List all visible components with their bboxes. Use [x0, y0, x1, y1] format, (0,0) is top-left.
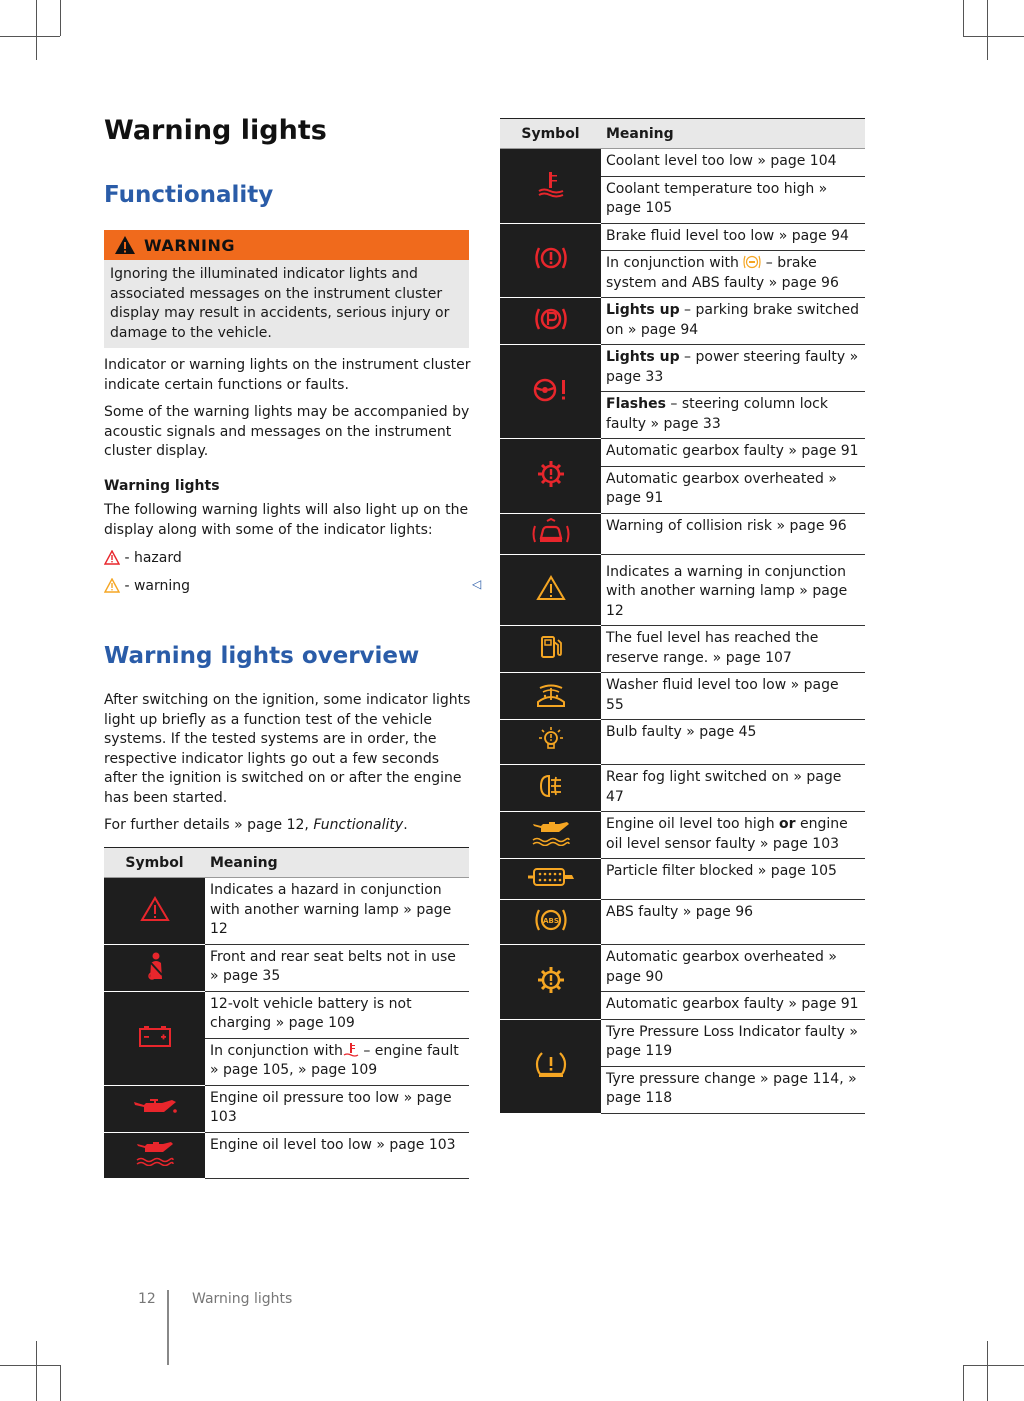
meaning-cell: Front and rear seat belts not in use » page 35: [205, 944, 469, 991]
meaning-cell: Automatic gearbox faulty » page 91: [601, 992, 865, 1020]
hazard-triangle-icon: [104, 550, 120, 565]
particle-filter-icon: [526, 865, 576, 889]
parking-brake-icon: [533, 305, 569, 333]
meaning-text: – brake system and ABS faulty » page 96: [606, 255, 839, 291]
bulb-faulty-icon: [536, 726, 566, 754]
symbol-cell: [500, 298, 601, 345]
svg-text:ABS: ABS: [542, 917, 559, 925]
meaning-text: In conjunction with: [210, 1042, 343, 1059]
table-row: [500, 345, 865, 392]
meaning-text: – power steering faulty » page 33: [606, 349, 859, 385]
meaning-cell: ABS faulty » page 96: [601, 900, 865, 945]
meaning-text: In conjunction with: [606, 255, 739, 271]
table-row: [500, 626, 865, 673]
warning-text: Ignoring the illuminated indicator lights and associated messages on the instrument cluster display may result in accidents, serious injury or damage to the vehicle.: [104, 260, 469, 348]
crop-mark: [60, 1365, 61, 1401]
symbol-cell: [500, 513, 601, 554]
left-symbol-table: [104, 847, 469, 1179]
table-row: [500, 720, 865, 765]
table-row: [104, 1132, 469, 1178]
warning-amber-triangle-icon: [104, 578, 120, 593]
paragraph: Some of the warning lights may be accompanied by acoustic signals and messages on the instrument cluster display.: [104, 404, 470, 459]
table-row: [500, 945, 865, 992]
symbol-cell: [500, 765, 601, 812]
meaning-cell: Tyre Pressure Loss Indicator faulty » page 119: [601, 1019, 865, 1066]
footer-section: Warning lights: [192, 1291, 293, 1307]
warning-amber-triangle-icon: [536, 575, 566, 601]
meaning-bold: Lights up: [606, 302, 680, 318]
meaning-cell: Engine oil level too low » page 103: [205, 1132, 469, 1178]
subheading: Warning lights: [104, 478, 220, 494]
warning-item-label: - warning: [124, 578, 191, 594]
symbol-cell: [500, 673, 601, 720]
battery-icon: [138, 1024, 172, 1048]
meaning-cell: Coolant level too low » page 104: [601, 149, 865, 177]
meaning-cell: Automatic gearbox faulty » page 91: [601, 439, 865, 467]
warning-box-header: [104, 230, 469, 260]
right-symbol-table: [500, 118, 865, 1114]
seat-belt-icon: [142, 951, 168, 981]
meaning-cell: Brake fluid level too low » page 94: [601, 223, 865, 251]
crop-mark: [987, 0, 988, 60]
meaning-cell: [601, 812, 865, 859]
symbol-cell: [500, 900, 601, 945]
meaning-text: – steering column lock faulty » page 33: [606, 396, 828, 432]
meaning-header: Meaning: [205, 848, 469, 878]
table-row: [500, 149, 865, 177]
abs-icon: [533, 906, 569, 934]
tyre-pressure-icon: [535, 1050, 567, 1078]
meaning-cell: The fuel level has reached the reserve range. » page 107: [601, 626, 865, 673]
meaning-cell: Coolant temperature too high » page 105: [601, 176, 865, 223]
further-details-text: For further details » page 12,: [104, 817, 314, 833]
table-row: [104, 991, 469, 1038]
symbol-cell: [500, 1019, 601, 1113]
meaning-cell: Indicates a hazard in conjunction with another warning lamp » page 12: [205, 878, 469, 945]
meaning-bold: or: [779, 816, 796, 832]
collision-risk-icon: [531, 518, 571, 546]
symbol-cell: [104, 1132, 205, 1178]
meaning-bold: Flashes: [606, 396, 666, 412]
abs-icon: [743, 254, 761, 270]
meaning-bold: Lights up: [606, 349, 680, 365]
page-title: Warning lights: [104, 115, 327, 146]
symbol-header: Symbol: [500, 119, 601, 149]
meaning-cell: Warning of collision risk » page 96: [601, 513, 865, 554]
symbol-cell: [104, 944, 205, 991]
symbol-cell: [500, 626, 601, 673]
meaning-cell: [601, 392, 865, 439]
crop-mark: [963, 1365, 964, 1401]
meaning-cell: [601, 298, 865, 345]
meaning-cell: [601, 251, 865, 298]
table-row: [500, 765, 865, 812]
coolant-icon: [343, 1042, 359, 1058]
meaning-text: – engine fault » page 105, » page 109: [210, 1042, 459, 1078]
fuel-icon: [537, 633, 565, 661]
table-row: [104, 944, 469, 991]
symbol-cell: [500, 945, 601, 1020]
warning-box: [104, 230, 469, 348]
meaning-text: engine oil level sensor faulty » page 103: [606, 816, 848, 852]
meaning-header: Meaning: [601, 119, 865, 149]
crop-mark: [963, 36, 1024, 37]
paragraph: After switching on the ignition, some indicator lights light up briefly as a function test of the vehicle systems. If the tested systems are in order, the respective indicator lights go out a few seconds after the ignition is switched on or after the engine has been started.: [104, 692, 471, 806]
table-row: [500, 513, 865, 554]
symbol-cell: [500, 439, 601, 514]
rear-fog-light-icon: [537, 772, 565, 800]
warning-label: WARNING: [144, 235, 235, 255]
meaning-cell: Bulb faulty » page 45: [601, 720, 865, 765]
warning-triangle-icon: [114, 235, 136, 255]
table-row: [104, 1085, 469, 1132]
oil-can-icon: [132, 1096, 178, 1118]
paragraph: The following warning lights will also light up on the display along with some of the indicator lights:: [104, 502, 469, 538]
meaning-text: Engine oil level too high: [606, 816, 780, 832]
oil-level-icon: [135, 1140, 175, 1166]
crop-mark: [0, 36, 60, 37]
crop-mark: [60, 0, 61, 36]
crop-mark: [0, 1365, 60, 1366]
meaning-cell: Rear fog light switched on » page 47: [601, 765, 865, 812]
meaning-cell: Washer fluid level too low » page 55: [601, 673, 865, 720]
symbol-header: Symbol: [104, 848, 205, 878]
meaning-cell: [205, 1038, 469, 1085]
meaning-cell: Indicates a warning in conjunction with another warning lamp » page 12: [601, 554, 865, 626]
symbol-cell: [500, 554, 601, 626]
back-arrow-icon[interactable]: ◁: [472, 577, 482, 591]
table-row: [500, 298, 865, 345]
gearbox-gear-icon: [537, 460, 565, 488]
hazard-label: - hazard: [124, 550, 182, 566]
coolant-icon: [537, 170, 565, 198]
table-row: [500, 900, 865, 945]
meaning-cell: 12-volt vehicle battery is not charging » page 109: [205, 991, 469, 1038]
overview-heading: Warning lights overview: [104, 643, 420, 669]
symbol-cell: [500, 859, 601, 900]
washer-fluid-icon: [534, 680, 568, 708]
hazard-item: [104, 549, 472, 569]
symbol-cell: [500, 223, 601, 298]
table-row: [500, 554, 865, 626]
meaning-cell: Automatic gearbox overheated » page 90: [601, 945, 865, 992]
table-row: [500, 673, 865, 720]
table-row: [500, 859, 865, 900]
further-details-suffix: .: [403, 817, 408, 833]
symbol-cell: [500, 149, 601, 224]
symbol-cell: [104, 991, 205, 1085]
brake-warning-icon: [533, 244, 569, 272]
meaning-text: – parking brake switched on » page 94: [606, 302, 860, 338]
crop-mark: [36, 1341, 37, 1401]
meaning-cell: Particle filter blocked » page 105: [601, 859, 865, 900]
hazard-triangle-icon: [140, 896, 170, 922]
symbol-cell: [104, 878, 205, 945]
crop-mark: [963, 0, 964, 36]
crop-mark: [963, 1365, 1024, 1366]
meaning-cell: Tyre pressure change » page 114, » page 118: [601, 1066, 865, 1113]
power-steering-icon: [531, 377, 571, 403]
symbol-cell: [104, 1085, 205, 1132]
further-details: [104, 816, 472, 836]
meaning-cell: Engine oil pressure too low » page 103: [205, 1085, 469, 1132]
crop-mark: [36, 0, 37, 60]
symbol-cell: [500, 345, 601, 439]
meaning-cell: [601, 345, 865, 392]
page-number: 12: [138, 1291, 156, 1307]
symbol-cell: [500, 720, 601, 765]
functionality-heading: Functionality: [104, 182, 274, 208]
table-row: [500, 223, 865, 251]
crop-mark: [987, 1341, 988, 1401]
functionality-link[interactable]: Functionality: [313, 817, 404, 833]
oil-level-icon: [531, 820, 571, 846]
gearbox-gear-icon: [537, 966, 565, 994]
table-row: [104, 878, 469, 945]
table-row: [500, 439, 865, 467]
table-row: [500, 812, 865, 859]
meaning-cell: Automatic gearbox overheated » page 91: [601, 466, 865, 513]
table-row: [500, 1019, 865, 1066]
symbol-cell: [500, 812, 601, 859]
paragraph: Indicator or warning lights on the instrument cluster indicate certain functions or faults.: [104, 357, 471, 393]
warning-item: [104, 577, 472, 597]
footer-divider: [167, 1290, 169, 1365]
